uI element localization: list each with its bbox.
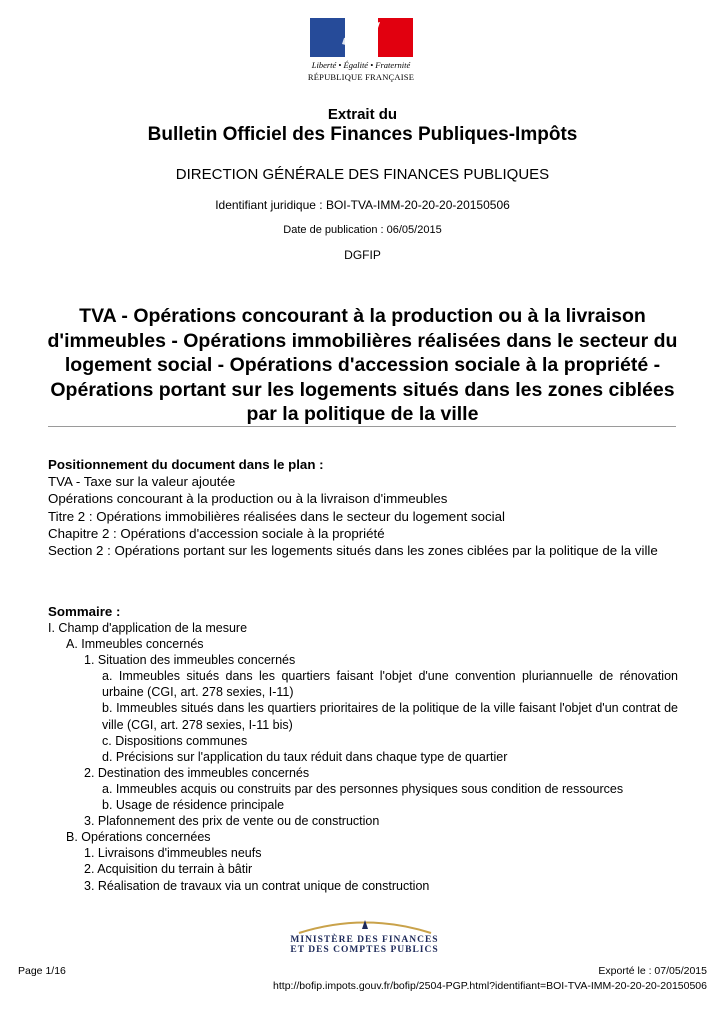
toc-item[interactable]: b. Immeubles situés dans les quartiers prioritaires de la politique de la ville faisant l'objet d'un contrat de ville (CGI, art. 278 sexies, I-11 bis) [102,701,678,732]
publication-date: Date de publication : 06/05/2015 [283,224,442,236]
republic-name: RÉPUBLIQUE FRANÇAISE [307,72,415,82]
position-line: TVA - Taxe sur la valeur ajoutée [48,474,236,490]
ministry-name-line2: ET DES COMPTES PUBLICS [290,945,439,955]
position-line: Chapitre 2 : Opérations d'accession sociale à la propriété [48,525,385,541]
table-of-contents [48,603,678,894]
toc-item[interactable]: 2. Destination des immeubles concernés [84,765,310,780]
toc-item[interactable]: 1. Livraisons d'immeubles neufs [84,846,262,861]
toc-item[interactable]: a. Immeubles situés dans les quartiers faisant l'objet d'une convention pluriannuelle de rénovation urbaine (CGI, art. 278 sexies, I-11) [102,669,678,700]
page-number: Page 1/16 [18,965,66,977]
ministry-logo [282,918,447,964]
republique-francaise-logo [305,18,417,84]
legal-identifier: Identifiant juridique : BOI-TVA-IMM-20-20-20-20150506 [215,198,510,212]
position-heading: Positionnement du document dans le plan : [48,457,324,472]
toc-item[interactable]: a. Immeubles acquis ou construits par des personnes physiques sous condition de ressources [102,781,624,796]
republic-motto: Liberté • Égalité • Fraternité [311,60,411,70]
toc-item[interactable]: A. Immeubles concernés [66,637,204,652]
french-flag-icon [310,18,413,57]
toc-item[interactable]: I. Champ d'application de la mesure [48,621,248,635]
marianne-profile-icon [340,20,384,56]
service-name: DGFIP [344,248,381,262]
position-line: Opérations concourant à la production ou à la livraison d'immeubles [48,491,448,507]
ministry-arc-icon [295,918,435,934]
ministry-name-line1: MINISTÈRE DES FINANCES [290,935,439,945]
extrait-label: Extrait du [327,106,398,123]
document-position-section [48,456,678,559]
direction-name: DIRECTION GÉNÉRALE DES FINANCES PUBLIQUES [175,166,550,183]
document-title: TVA - Opérations concourant à la production ou à la livraison d'immeubles - Opérations immobilières réalisées dans le secteur du logement social - Opérations d'accession sociale à la propriété - Opérations portant sur les logements situés dans les zones ciblées par la politique de la ville [47,305,678,425]
title-divider [48,426,676,427]
export-date: Exporté le : 07/05/2015 [598,965,707,977]
position-line: Titre 2 : Opérations immobilières réalisées dans le secteur du logement social [48,508,505,524]
toc-item[interactable]: 2. Acquisition du terrain à bâtir [84,862,253,877]
toc-item[interactable]: B. Opérations concernées [66,830,211,845]
source-url[interactable]: http://bofip.impots.gouv.fr/bofip/2504-PGP.html?identifiant=BOI-TVA-IMM-20-20-20-20150506 [273,980,707,992]
bulletin-title: Bulletin Officiel des Finances Publiques-Impôts [147,124,578,145]
toc-heading: Sommaire : [48,604,121,619]
toc-item[interactable]: 3. Plafonnement des prix de vente ou de construction [84,814,380,829]
toc-item[interactable]: 1. Situation des immeubles concernés [84,653,296,668]
toc-item[interactable]: c. Dispositions communes [102,733,248,748]
position-line: Section 2 : Opérations portant sur les logements situés dans les zones ciblées par la politique de la ville [48,543,658,559]
toc-item[interactable]: 3. Réalisation de travaux via un contrat unique de construction [84,878,430,893]
toc-item[interactable]: d. Précisions sur l'application du taux réduit dans chaque type de quartier [102,749,508,764]
toc-item[interactable]: b. Usage de résidence principale [102,798,285,813]
